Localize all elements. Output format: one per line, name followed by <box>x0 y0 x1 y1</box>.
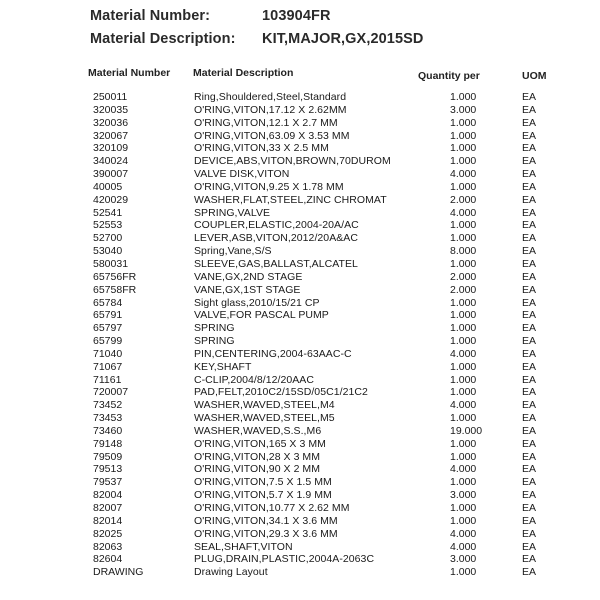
quantity-cell: 4.000 <box>450 527 477 540</box>
quantity-cell: 1.000 <box>450 322 477 335</box>
table-row <box>0 104 600 117</box>
uom-cell: EA <box>522 386 537 399</box>
table-row <box>0 541 600 554</box>
material-number-cell: 73460 <box>93 424 123 437</box>
material-description-cell: SLEEVE,GAS,BALLAST,ALCATEL <box>194 257 358 270</box>
quantity-cell: 4.000 <box>450 540 477 553</box>
uom-cell: EA <box>522 103 537 116</box>
material-number-cell: 390007 <box>93 168 129 181</box>
uom-cell: EA <box>522 142 537 155</box>
uom-cell: EA <box>522 489 537 502</box>
material-description-cell: O'RING,VITON,90 X 2 MM <box>194 463 321 476</box>
uom-cell: EA <box>522 502 537 514</box>
table-row <box>0 168 600 181</box>
material-description-cell: Spring,Vane,S/S <box>194 245 272 258</box>
uom-cell: EA <box>522 527 537 540</box>
quantity-cell: 1.000 <box>450 219 477 232</box>
material-description-cell: O'RING,VITON,33 X 2.5 MM <box>194 142 329 155</box>
uom-cell: EA <box>522 399 537 412</box>
material-description-cell: KEY,SHAFT <box>194 360 252 373</box>
material-description-cell: PAD,FELT,2010C2/15SD/05C1/21C2 <box>194 386 368 399</box>
table-row <box>0 284 600 297</box>
table-row <box>0 335 600 348</box>
material-number-cell: 65797 <box>93 322 123 335</box>
quantity-cell: 1.000 <box>450 360 477 373</box>
uom-cell: EA <box>522 553 537 566</box>
table-row <box>0 309 600 322</box>
material-description-cell: LEVER,ASB,VITON,2012/20A&AC <box>194 232 358 245</box>
uom-cell: EA <box>522 257 537 270</box>
table-row <box>0 207 600 220</box>
material-description-cell: O'RING,VITON,9.25 X 1.78 MM <box>194 180 344 193</box>
quantity-cell: 2.000 <box>450 283 477 296</box>
uom-cell: EA <box>522 296 537 309</box>
quantity-cell: 3.000 <box>450 103 477 116</box>
column-header-uom: UOM <box>522 70 547 82</box>
material-number-cell: 65758FR <box>93 283 137 296</box>
uom-cell: EA <box>522 540 537 553</box>
quantity-cell: 3.000 <box>450 553 477 566</box>
material-number-cell: 79148 <box>93 437 123 450</box>
uom-cell: EA <box>522 245 537 258</box>
uom-cell: EA <box>522 437 537 450</box>
quantity-cell: 1.000 <box>450 335 477 348</box>
uom-cell: EA <box>522 412 537 425</box>
material-number-cell: 82063 <box>93 540 123 553</box>
table-row <box>0 399 600 412</box>
table-row <box>0 553 600 566</box>
material-description-cell: Ring,Shouldered,Steel,Standard <box>194 91 347 103</box>
uom-cell: EA <box>522 566 537 579</box>
material-number-cell: 720007 <box>93 386 129 399</box>
quantity-cell: 8.000 <box>450 245 477 258</box>
material-number-cell: 82604 <box>93 553 123 566</box>
quantity-cell: 1.000 <box>450 180 477 193</box>
quantity-cell: 1.000 <box>450 91 477 103</box>
material-description-cell: VALVE DISK,VITON <box>194 168 290 181</box>
quantity-cell: 1.000 <box>450 296 477 309</box>
table-row <box>0 489 600 502</box>
table-row <box>0 194 600 207</box>
material-description-cell: O'RING,VITON,29.3 X 3.6 MM <box>194 527 338 540</box>
material-description-cell: VALVE,FOR PASCAL PUMP <box>194 309 329 322</box>
quantity-cell: 1.000 <box>450 116 477 129</box>
material-description-cell: DEVICE,ABS,VITON,BROWN,70DUROM <box>194 155 391 168</box>
material-number-cell: 320035 <box>93 103 129 116</box>
quantity-cell: 3.000 <box>450 489 477 502</box>
table-row <box>0 451 600 464</box>
material-number-cell: 40005 <box>93 180 123 193</box>
uom-cell: EA <box>522 155 537 168</box>
quantity-cell: 1.000 <box>450 412 477 425</box>
material-description-label: Material Description: <box>90 31 236 47</box>
material-number-cell: 250011 <box>93 91 128 103</box>
uom-cell: EA <box>522 335 537 348</box>
uom-cell: EA <box>522 283 537 296</box>
table-row <box>0 566 600 579</box>
material-number-cell: 65784 <box>93 296 123 309</box>
uom-cell: EA <box>522 193 537 206</box>
material-number-cell: 82014 <box>93 514 123 527</box>
material-description-cell: Sight glass,2010/15/21 CP <box>194 296 320 309</box>
table-row <box>0 502 600 515</box>
table-row <box>0 232 600 245</box>
uom-cell: EA <box>522 463 537 476</box>
uom-cell: EA <box>522 309 537 322</box>
material-description-cell: Drawing Layout <box>194 566 268 579</box>
material-number-value: 103904FR <box>262 8 331 24</box>
table-row <box>0 528 600 541</box>
quantity-cell: 1.000 <box>450 257 477 270</box>
quantity-cell: 2.000 <box>450 193 477 206</box>
uom-cell: EA <box>522 168 537 181</box>
material-number-cell: 580031 <box>93 257 129 270</box>
material-description-cell: O'RING,VITON,63.09 X 3.53 MM <box>194 129 350 142</box>
uom-cell: EA <box>522 219 537 232</box>
material-description-cell: PIN,CENTERING,2004-63AAC-C <box>194 347 352 360</box>
quantity-cell: 4.000 <box>450 206 477 219</box>
material-number-cell: 82004 <box>93 489 123 502</box>
material-description-cell: WASHER,WAVED,S.S.,M6 <box>194 424 322 437</box>
quantity-cell: 1.000 <box>450 232 477 245</box>
material-number-cell: 320109 <box>93 142 129 155</box>
material-description-cell: SEAL,SHAFT,VITON <box>194 540 293 553</box>
material-number-cell: 71161 <box>93 373 122 386</box>
material-number-cell: 71067 <box>93 360 123 373</box>
material-number-cell: DRAWING <box>93 566 144 579</box>
material-description-cell: VANE,GX,2ND STAGE <box>194 270 303 283</box>
material-description-cell: WASHER,WAVED,STEEL,M5 <box>194 412 335 425</box>
table-row <box>0 374 600 387</box>
material-description-cell: O'RING,VITON,10.77 X 2.62 MM <box>194 502 350 514</box>
quantity-cell: 4.000 <box>450 168 477 181</box>
table-row <box>0 258 600 271</box>
material-number-cell: 320067 <box>93 129 129 142</box>
material-number-cell: 52700 <box>93 232 123 245</box>
table-row <box>0 219 600 232</box>
quantity-cell: 19.000 <box>450 424 483 437</box>
uom-cell: EA <box>522 424 537 437</box>
components-table <box>0 91 600 579</box>
material-number-cell: 71040 <box>93 347 123 360</box>
table-row <box>0 322 600 335</box>
quantity-cell: 4.000 <box>450 399 477 412</box>
quantity-cell: 1.000 <box>450 373 477 386</box>
table-row <box>0 515 600 528</box>
table-row <box>0 361 600 374</box>
quantity-cell: 1.000 <box>450 142 477 155</box>
quantity-cell: 2.000 <box>450 270 477 283</box>
table-row <box>0 142 600 155</box>
table-row <box>0 155 600 168</box>
material-description-cell: O'RING,VITON,28 X 3 MM <box>194 450 321 463</box>
uom-cell: EA <box>522 206 537 219</box>
quantity-cell: 1.000 <box>450 155 477 168</box>
quantity-cell: 1.000 <box>450 386 477 399</box>
uom-cell: EA <box>522 91 537 103</box>
material-number-cell: 65799 <box>93 335 123 348</box>
table-row <box>0 117 600 130</box>
uom-cell: EA <box>522 116 537 129</box>
quantity-cell: 1.000 <box>450 514 477 527</box>
uom-cell: EA <box>522 360 537 373</box>
table-row <box>0 386 600 399</box>
material-description-cell: C-CLIP,2004/8/12/20AAC <box>194 373 314 386</box>
material-description-cell: VANE,GX,1ST STAGE <box>194 283 301 296</box>
quantity-cell: 4.000 <box>450 463 477 476</box>
material-description-cell: SPRING <box>194 322 235 335</box>
table-row <box>0 438 600 451</box>
quantity-cell: 1.000 <box>450 309 477 322</box>
material-description-cell: PLUG,DRAIN,PLASTIC,2004A-2063C <box>194 553 375 566</box>
table-row <box>0 271 600 284</box>
material-description-cell: O'RING,VITON,12.1 X 2.7 MM <box>194 116 338 129</box>
quantity-cell: 4.000 <box>450 347 477 360</box>
material-description-cell: O'RING,VITON,7.5 X 1.5 MM <box>194 476 332 489</box>
uom-cell: EA <box>522 373 537 386</box>
material-number-cell: 82007 <box>93 502 123 514</box>
material-description-cell: WASHER,WAVED,STEEL,M4 <box>194 399 335 412</box>
column-header-material-description: Material Description <box>193 67 294 79</box>
material-description-value: KIT,MAJOR,GX,2015SD <box>262 31 424 47</box>
uom-cell: EA <box>522 450 537 463</box>
column-header-quantity: Quantity per <box>418 70 480 82</box>
uom-cell: EA <box>522 514 537 527</box>
uom-cell: EA <box>522 347 537 360</box>
material-number-cell: 65756FR <box>93 270 137 283</box>
column-header-material-number: Material Number <box>88 67 171 79</box>
uom-cell: EA <box>522 232 537 245</box>
material-description-cell: WASHER,FLAT,STEEL,ZINC CHROMAT <box>194 193 387 206</box>
quantity-cell: 1.000 <box>450 566 477 579</box>
table-row <box>0 91 600 104</box>
table-row <box>0 463 600 476</box>
uom-cell: EA <box>522 322 537 335</box>
material-description-cell: SPRING,VALVE <box>194 206 271 219</box>
material-description-cell: O'RING,VITON,34.1 X 3.6 MM <box>194 514 338 527</box>
table-row <box>0 181 600 194</box>
material-number-cell: 79513 <box>93 463 123 476</box>
material-number-cell: 52541 <box>93 206 123 219</box>
table-row <box>0 245 600 258</box>
material-description-cell: O'RING,VITON,17.12 X 2.62MM <box>194 103 347 116</box>
table-row <box>0 130 600 143</box>
material-description-cell: COUPLER,ELASTIC,2004-20A/AC <box>194 219 359 232</box>
table-row <box>0 348 600 361</box>
uom-cell: EA <box>522 476 537 489</box>
table-row <box>0 412 600 425</box>
quantity-cell: 1.000 <box>450 450 477 463</box>
uom-cell: EA <box>522 129 537 142</box>
material-number-cell: 82025 <box>93 527 123 540</box>
material-description-cell: SPRING <box>194 335 235 348</box>
material-number-cell: 420029 <box>93 193 129 206</box>
uom-cell: EA <box>522 180 537 193</box>
material-number-cell: 79509 <box>93 450 123 463</box>
material-number-cell: 320036 <box>93 116 129 129</box>
quantity-cell: 1.000 <box>450 502 477 514</box>
material-number-cell: 53040 <box>93 245 123 258</box>
material-description-cell: O'RING,VITON,165 X 3 MM <box>194 437 326 450</box>
material-number-cell: 52553 <box>93 219 123 232</box>
table-row <box>0 476 600 489</box>
uom-cell: EA <box>522 270 537 283</box>
material-number-cell: 79537 <box>93 476 123 489</box>
material-number-label: Material Number: <box>90 8 211 24</box>
quantity-cell: 1.000 <box>450 476 477 489</box>
table-row <box>0 425 600 438</box>
quantity-cell: 1.000 <box>450 129 477 142</box>
material-number-cell: 65791 <box>93 309 123 322</box>
table-row <box>0 297 600 310</box>
quantity-cell: 1.000 <box>450 437 477 450</box>
material-number-cell: 340024 <box>93 155 129 168</box>
material-number-cell: 73453 <box>93 412 123 425</box>
material-description-cell: O'RING,VITON,5.7 X 1.9 MM <box>194 489 332 502</box>
material-number-cell: 73452 <box>93 399 123 412</box>
